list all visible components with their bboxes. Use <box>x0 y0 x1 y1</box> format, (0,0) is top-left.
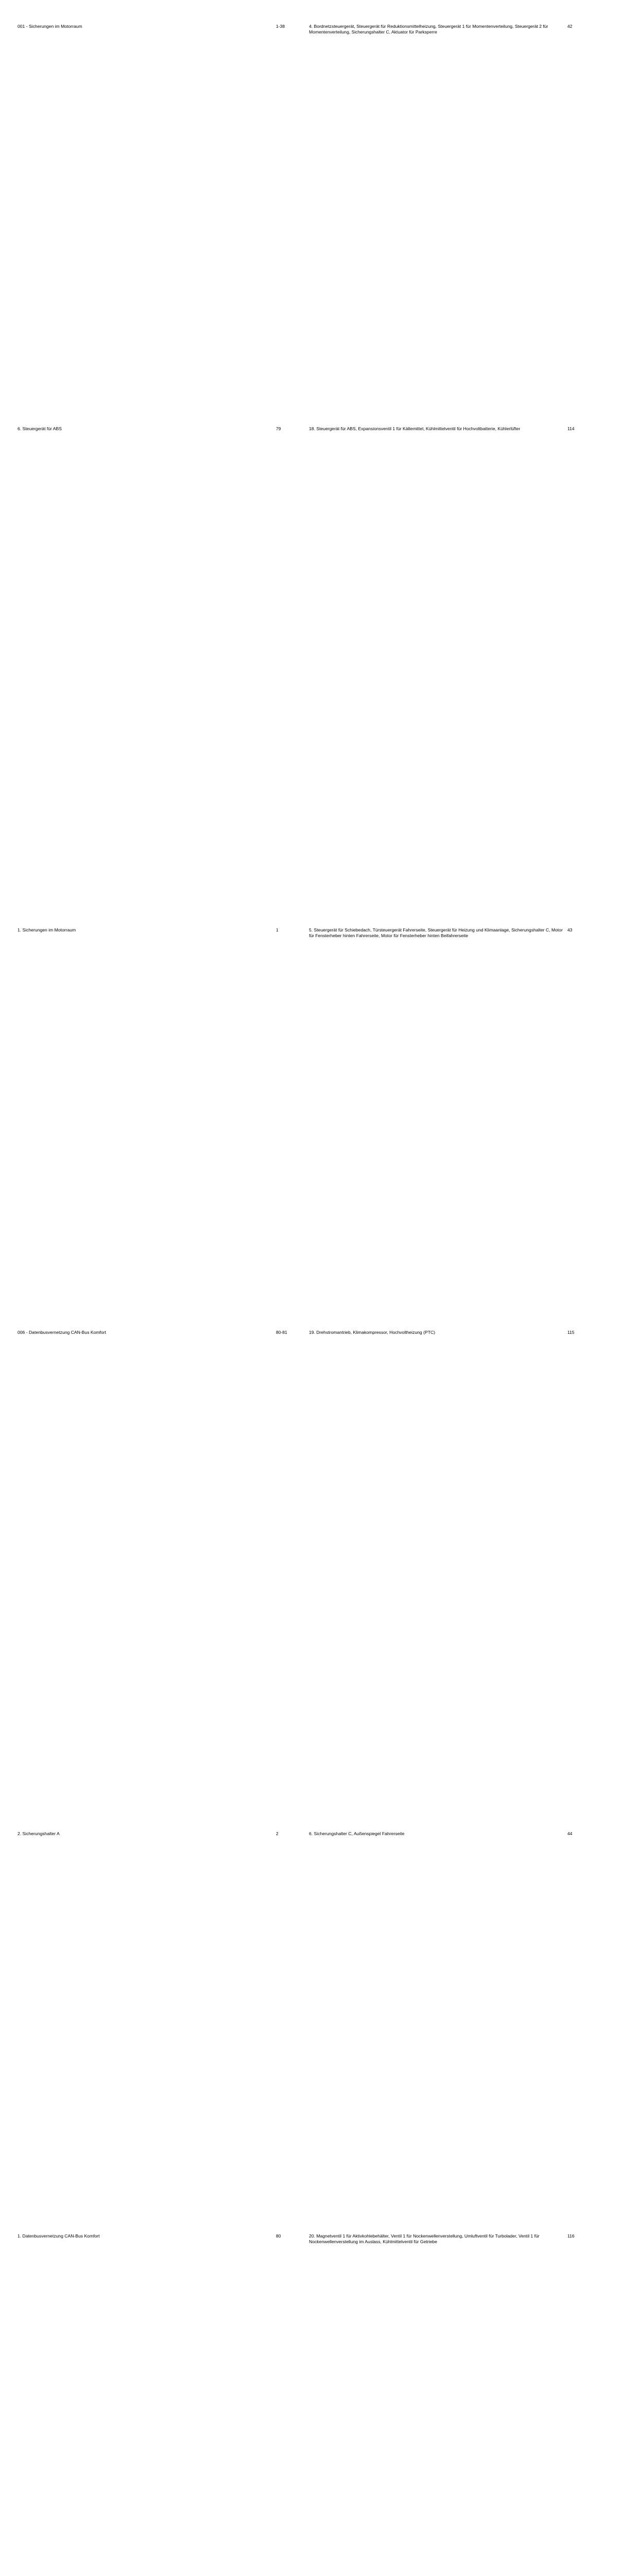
index-column-3 <box>18 426 310 2576</box>
index-entry[interactable] <box>18 426 310 1330</box>
index-entry-label: 19. Drehstromantrieb, Klimakompressor, Hochvoltheizung (PTC) <box>309 1330 436 1335</box>
index-entry[interactable] <box>18 1330 310 2233</box>
index-entry-page: 79 <box>275 426 281 431</box>
index-entry-label: 1. Sicherungen im Motorraum <box>18 927 76 933</box>
index-entry-label: 2. Sicherungshalter A <box>18 1831 60 1836</box>
index-entry-page: 2 <box>275 1831 279 1836</box>
index-entry-label: 18. Steuergerät für ABS, Expansionsventil 1 für Kältemittel, Kühlmittelventil für Hochvoltbatterie, Kühlerlüfter <box>309 426 521 431</box>
index-entry[interactable] <box>18 2233 310 2576</box>
index-rows <box>18 426 310 2576</box>
index-entry-page: 42 <box>567 24 573 29</box>
index-entry-label: 001 - Sicherungen im Motorraum <box>18 24 82 29</box>
index-entry-label: 1. Datenbusvernetzung CAN-Bus Komfort <box>18 2233 100 2239</box>
index-entry-page: 80 <box>275 2233 281 2239</box>
index-entry[interactable] <box>309 426 601 1330</box>
index-entry[interactable] <box>309 1330 601 2233</box>
index-block-bottom-right <box>309 426 601 2576</box>
index-entry-page: 80-81 <box>275 1330 287 1335</box>
index-entry-page: 44 <box>567 1831 573 1836</box>
index-entry-label: 006 - Datenbusvernetzung CAN-Bus Komfort <box>18 1330 106 1335</box>
index-entry-label: 5. Steuergerät für Schiebedach, Türsteuergerät Fahrerseite, Steuergerät für Heizung und Klimaanlage, Sicherungshalter C, Motor für Fensterheber hinten Fahrerseite, Motor für Fensterheber hinten Beifahrerseite <box>309 927 563 939</box>
index-entry-label: 6. Sicherungshalter C, Außenspiegel Fahrerseite <box>309 1831 405 1836</box>
index-table <box>309 426 601 2576</box>
index-rows <box>309 426 601 2576</box>
index-entry-page: 1-38 <box>275 24 285 29</box>
index-entry-label: 4. Bordnetzsteuergerät, Steuergerät für Reduktionsmittelheizung, Steuergerät 1 für Momentenverteilung, Steuergerät 2 für Momentenverteilung, Sicherungshalter C, Aktuator für Parksperre <box>309 24 548 35</box>
index-entry-page: 114 <box>567 426 575 431</box>
index-column-4 <box>309 426 601 2576</box>
index-block-bottom-left <box>18 426 310 2576</box>
index-table <box>18 426 310 2576</box>
index-entry-label: 6. Steuergerät für ABS <box>18 426 62 431</box>
index-entry-page: 1 <box>275 927 279 933</box>
index-entry-label: 20. Magnetventil 1 für Aktivkohlebehälter, Ventil 1 für Nockenwellenverstellung, Umluftventil für Turbolader, Ventil 1 für Nockenwellenverstellung im Auslass, Kühlmittelventil für Getriebe <box>309 2233 540 2245</box>
index-entry-page: 43 <box>567 927 573 933</box>
index-entry[interactable] <box>309 2233 601 2576</box>
index-entry-page: 115 <box>567 1330 575 1335</box>
index-entry-page: 116 <box>567 2233 575 2239</box>
